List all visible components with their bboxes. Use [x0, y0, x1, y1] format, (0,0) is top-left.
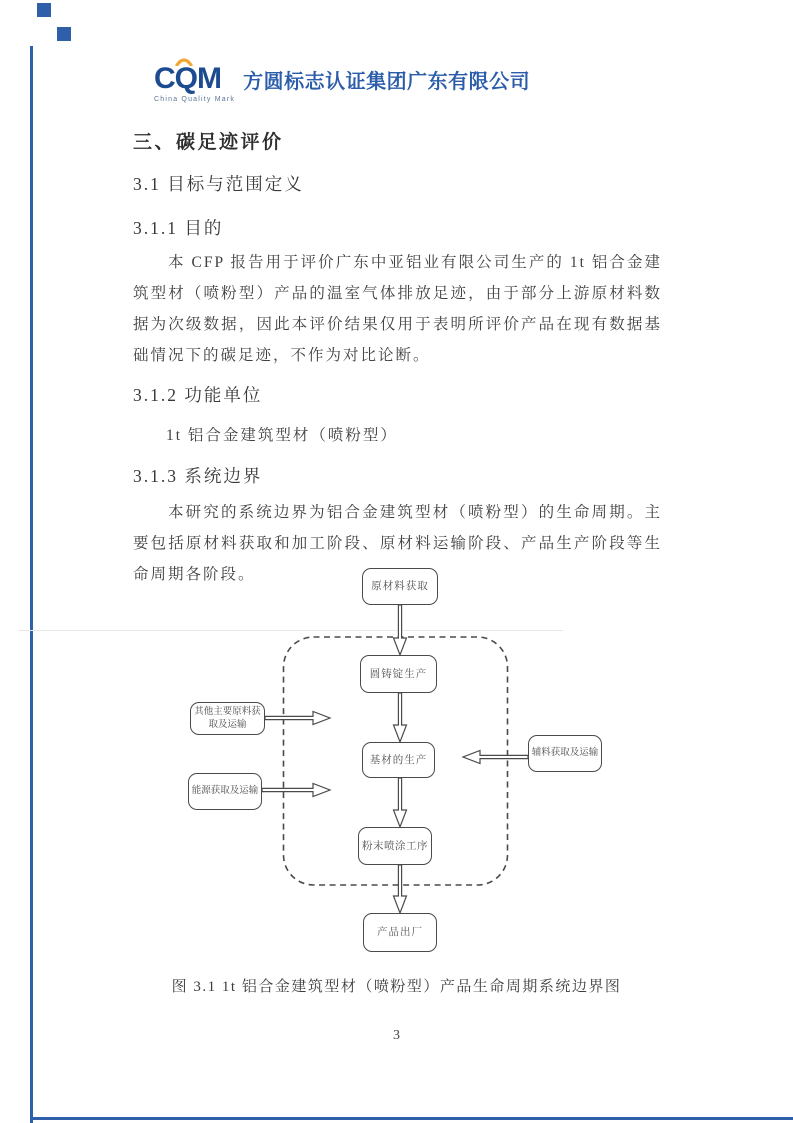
figure-caption: 图 3.1 1t 铝合金建筑型材（喷粉型）产品生命周期系统边界图 — [171, 979, 622, 995]
logo-arc-icon — [175, 57, 193, 66]
flow-node-energy: 能源获取及运输 — [188, 773, 262, 810]
cqm-logo — [154, 64, 235, 103]
corner-square-icon — [37, 3, 51, 17]
section-3-1-1-heading: 3.1.1 目的 — [133, 218, 224, 238]
flow-node-ingot: 圆铸锭生产 — [360, 655, 437, 693]
functional-unit-text: 1t 铝合金建筑型材（喷粉型） — [166, 427, 398, 444]
purpose-paragraph: 本 CFP 报告用于评价广东中亚铝业有限公司生产的 1t 铝合金建筑型材（喷粉型）产品的温室气体排放足迹，由于部分上游原材料数据为次级数据，因此本评价结果仅用于表明所评价产品在现有数据基础情况下的碳足迹，不作为对比论断。 — [133, 254, 662, 364]
flow-node-base-material: 基材的生产 — [362, 742, 435, 778]
section-3-1-heading: 3.1 目标与范围定义 — [133, 174, 304, 194]
section-3-1-2-heading: 3.1.2 功能单位 — [133, 385, 263, 405]
page-border-bottom — [30, 1117, 793, 1120]
arrow-base-to-coating — [394, 778, 407, 827]
company-name: 方圆标志认证集团广东有限公司 — [243, 71, 531, 93]
chapter-heading: 三、碳足迹评价 — [133, 132, 284, 153]
flow-node-powder-coating: 粉末喷涂工序 — [358, 827, 432, 865]
arrow-other-materials-in — [265, 712, 330, 725]
header-logo — [154, 64, 530, 103]
arrow-raw-to-ingot — [394, 605, 407, 655]
arrow-coating-to-product — [394, 865, 407, 913]
arrow-ingot-to-base — [394, 693, 407, 742]
flow-node-product-out: 产品出厂 — [363, 913, 437, 952]
system-boundary-paragraph: 本研究的系统边界为铝合金建筑型材（喷粉型）的生命周期。主要包括原材料获取和加工阶段、原材料运输阶段、产品生产阶段等生命周期各阶段。 — [133, 504, 662, 583]
logo-tagline: China Quality Mark — [154, 96, 236, 103]
flow-node-other-materials: 其他主要原料获取及运输 — [190, 702, 265, 735]
corner-square-icon — [57, 27, 71, 41]
page-number: 3 — [393, 1028, 400, 1043]
flow-node-raw-material: 原材料获取 — [362, 568, 438, 605]
arrow-energy-in — [262, 784, 330, 797]
cqm-logo-text: CQM — [154, 62, 221, 95]
arrow-auxiliary-in — [463, 751, 528, 764]
flow-node-auxiliary: 辅料获取及运输 — [528, 735, 602, 772]
section-3-1-3-heading: 3.1.3 系统边界 — [133, 466, 263, 486]
